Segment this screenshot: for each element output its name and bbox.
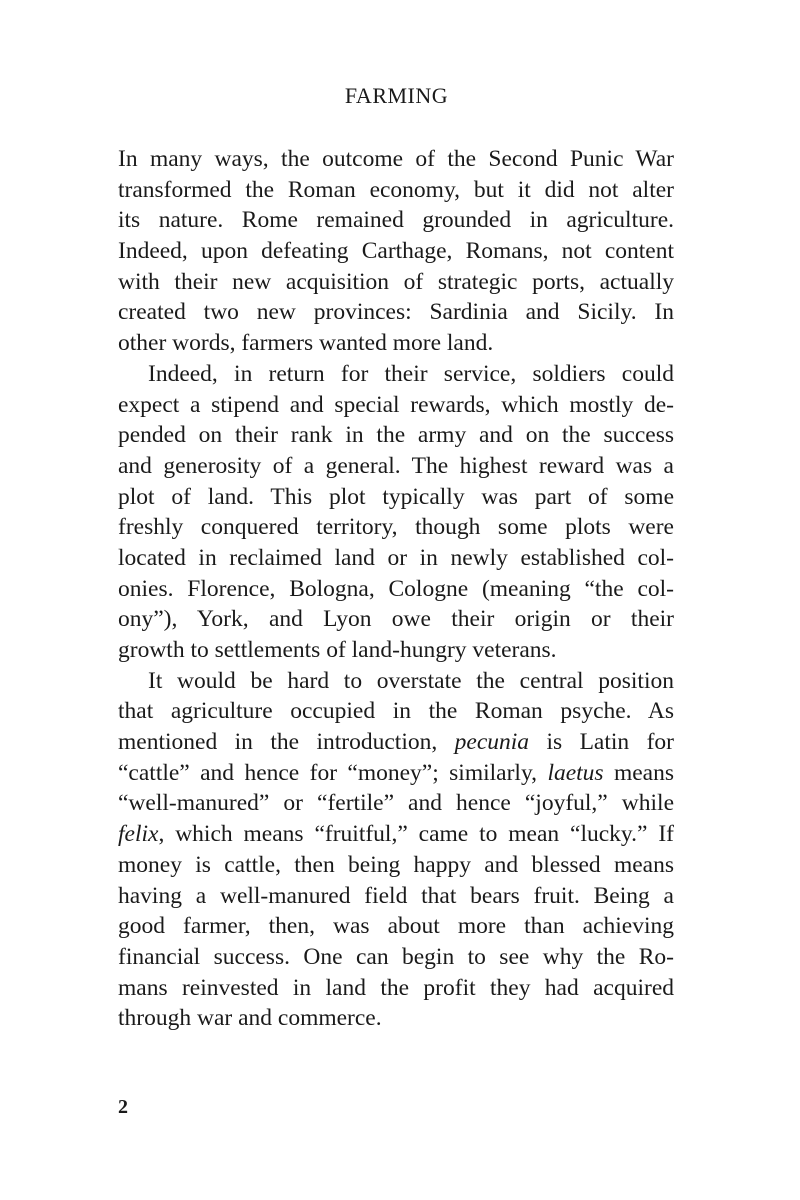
text-line: It would be hard to overstate the central position — [148, 667, 674, 694]
text-line: expect a stipend and special rewards, which mostly de- — [118, 391, 674, 418]
text-line: located in reclaimed land or in newly established col- — [118, 544, 674, 571]
text-line: Indeed, in return for their service, soldiers could — [148, 360, 674, 387]
text-line: with their new acquisition of strategic ports, actually — [118, 268, 674, 295]
text-line: “well-manured” or “fertile” and hence “joyful,” while — [118, 790, 674, 817]
text-line: felix, which means “fruitful,” came to mean “lucky.” If — [118, 821, 674, 848]
text-line: plot of land. This plot typically was part of some — [118, 483, 674, 510]
text-line: financial success. One can begin to see why the Ro- — [118, 943, 674, 970]
running-head: FARMING — [344, 83, 449, 108]
text-line: In many ways, the outcome of the Second Punic War — [118, 146, 674, 172]
text-line: other words, farmers wanted more land. — [118, 330, 494, 357]
text-line: growth to settlements of land-hungry veterans. — [118, 637, 557, 663]
text-line: mans reinvested in land the profit they had acquired — [118, 974, 674, 1001]
text-line: freshly conquered territory, though some plots were — [118, 514, 674, 541]
paragraph — [118, 359, 674, 666]
text-line: its nature. Rome remained grounded in agriculture. — [118, 207, 674, 234]
text-line: good farmer, then, was about more than achieving — [118, 913, 674, 940]
text-line: having a well-manured field that bears fruit. Being a — [118, 882, 674, 909]
text-line: pended on their rank in the army and on the success — [118, 422, 674, 449]
text-line: created two new provinces: Sardinia and Sicily. In — [118, 299, 674, 326]
text-line: ony”), York, and Lyon owe their origin or their — [118, 606, 674, 633]
text-line: “cattle” and hence for “money”; similarly, laetus means — [118, 759, 674, 786]
text-line: through war and commerce. — [118, 1005, 382, 1032]
text-line: mentioned in the introduction, pecunia is Latin for — [118, 729, 675, 756]
text-line: onies. Florence, Bologna, Cologne (meaning “the col- — [118, 575, 674, 602]
paragraph — [118, 144, 674, 359]
paragraph — [118, 666, 674, 1034]
text-line: money is cattle, then being happy and blessed means — [118, 851, 674, 878]
text-line: Indeed, upon defeating Carthage, Romans, not content — [118, 238, 674, 265]
text-line: that agriculture occupied in the Roman psyche. As — [118, 698, 674, 725]
page-number: 2 — [118, 1096, 128, 1118]
text-line: and generosity of a general. The highest reward was a — [118, 452, 674, 479]
body-text — [118, 144, 674, 1034]
text-line: transformed the Roman economy, but it did not alter — [118, 176, 674, 203]
